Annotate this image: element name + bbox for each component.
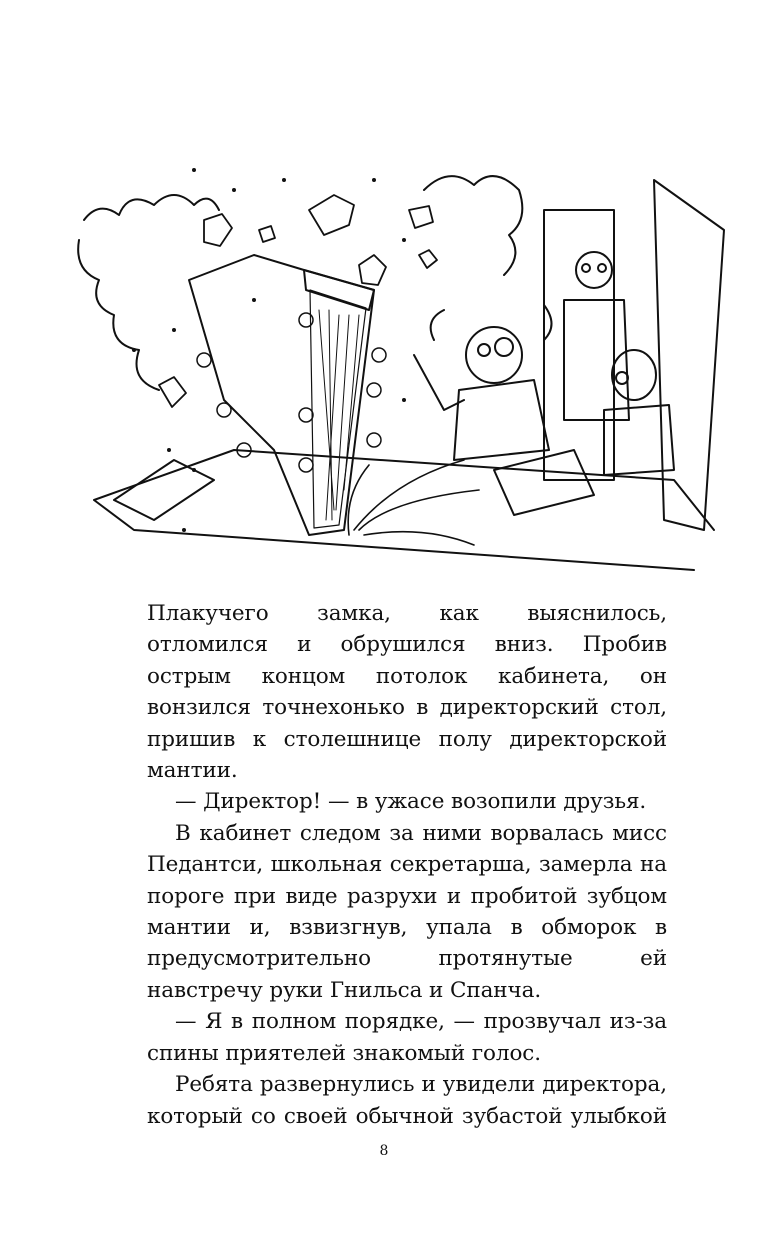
paragraph: — Я в полном порядке, — прозвучал из-за спины приятелей знакомый голос. — [147, 1009, 667, 1066]
page-number: 8 — [379, 1143, 389, 1159]
paragraph: Ребята развернулись и увидели директора, который со своей обычной зубастой улыбкой — [147, 1072, 667, 1129]
paragraph: Плакучего замка, как выяснилось, отломился и обрушился вниз. Пробив острым концом потолок кабинета, он вонзился точнехонько в директорский стол, пришив к столешнице полу директорской мантии. — [147, 601, 667, 784]
paragraph: — Директор! — в ужасе возопили друзья. — [175, 789, 647, 815]
illustration — [74, 150, 734, 590]
ink-drawing-collapsed-tower — [74, 150, 734, 590]
paragraph: В кабинет следом за ними ворвалась мисс Педантси, школьная секретарша, замерла на пороге при виде разрухи и пробитой зубцом мантии и, взвизгнув, упала в обморок в предусмотрительно протянутые ей навстречу руки Гнильса и Спанча. — [147, 820, 667, 1003]
body-text — [147, 598, 667, 1132]
